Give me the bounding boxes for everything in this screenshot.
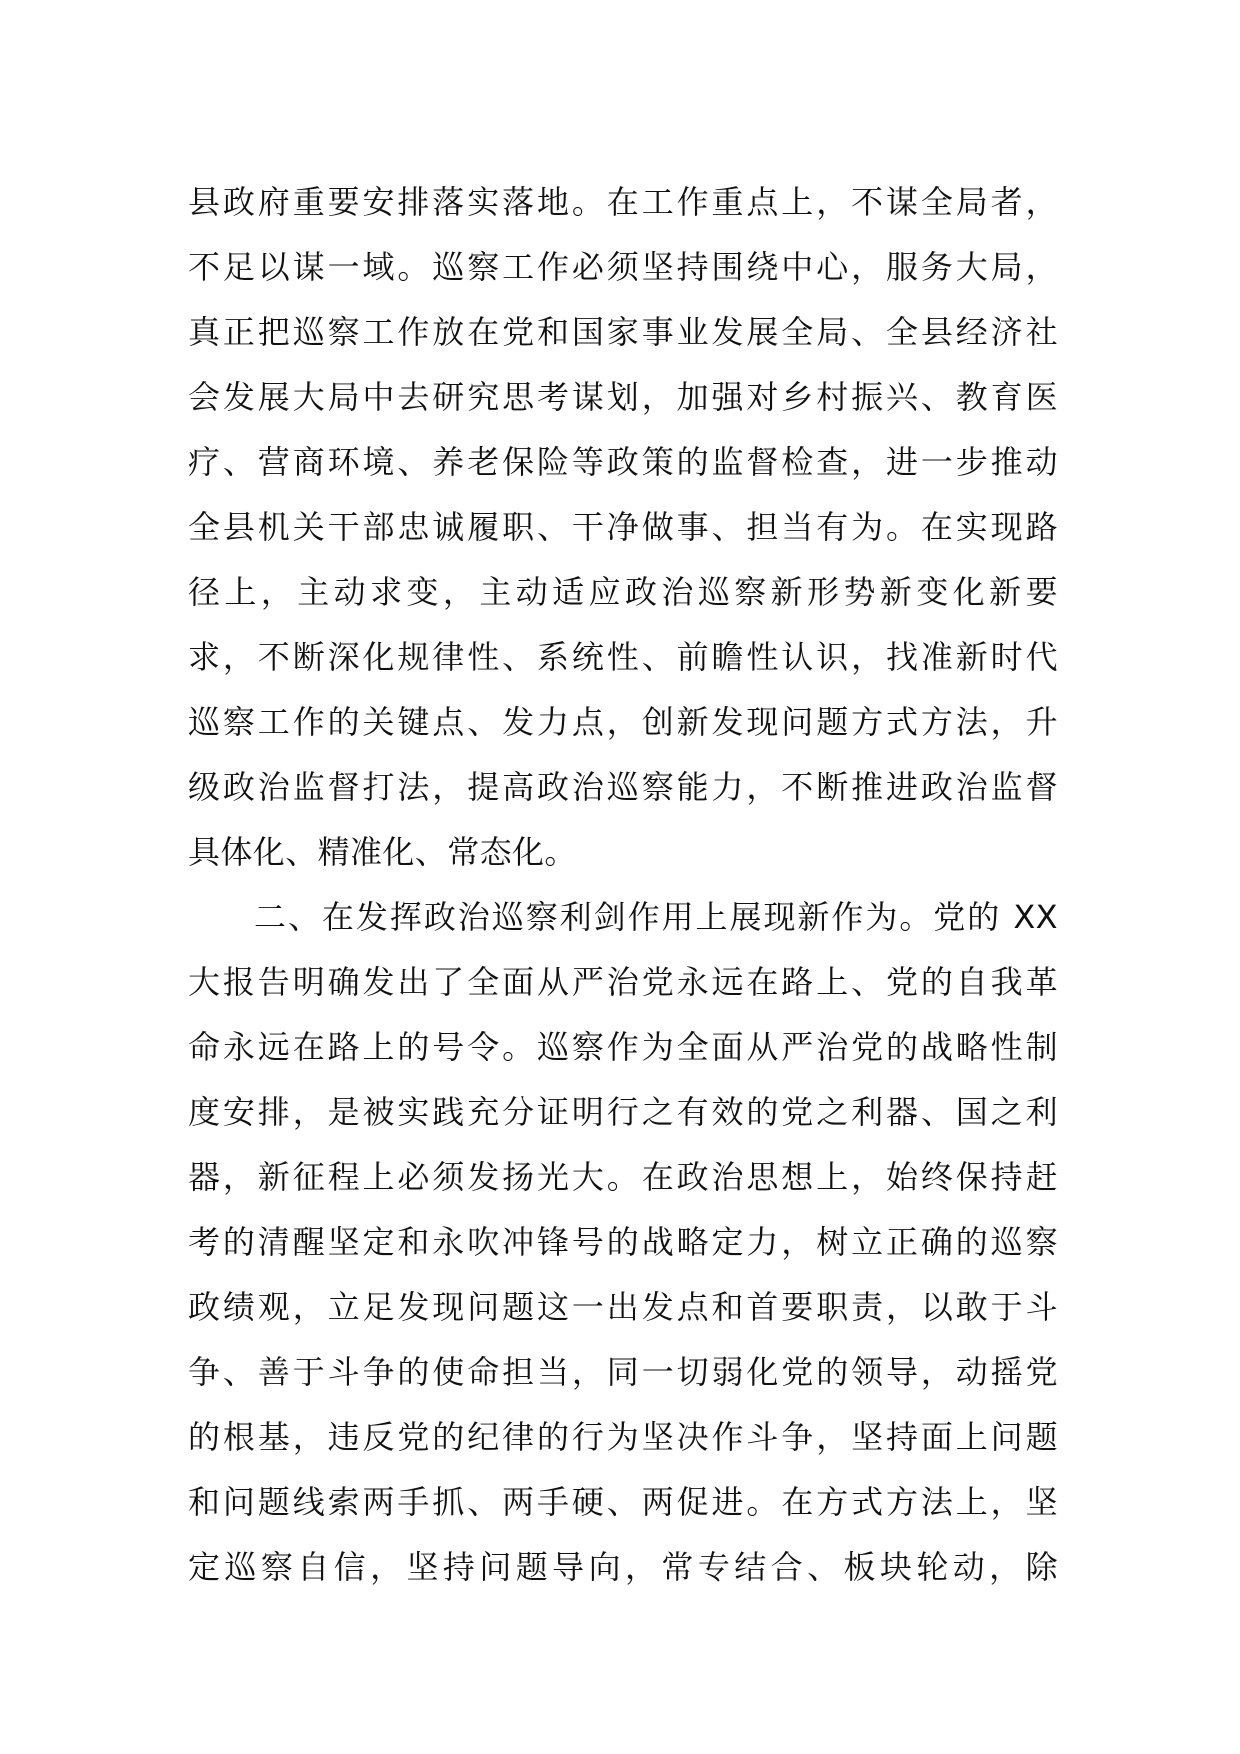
text-line: 级政治监督打法，提高政治巡察能力，不断推进政治监督: [188, 768, 1058, 806]
text-line: 真正把巡察工作放在党和国家事业发展全局、全县经济社: [188, 313, 1058, 351]
text-line: 的根基，违反党的纪律的行为坚决作斗争，坚持面上问题: [188, 1418, 1058, 1456]
text-line: 度安排，是被实践充分证明行之有效的党之利器、国之利: [188, 1093, 1058, 1131]
text-line: 会发展大局中去研究思考谋划，加强对乡村振兴、教育医: [188, 378, 1058, 416]
text-line: 命永远在路上的号令。巡察作为全面从严治党的战略性制: [188, 1028, 1058, 1066]
text-line: 巡察工作的关键点、发力点，创新发现问题方式方法，升: [188, 703, 1058, 741]
text-line: 考的清醒坚定和永吹冲锋号的战略定力，树立正确的巡察: [188, 1223, 1058, 1261]
text-line: 定巡察自信，坚持问题导向，常专结合、板块轮动，除: [188, 1548, 1058, 1586]
text-line: 全县机关干部忠诚履职、干净做事、担当有为。在实现路: [188, 508, 1058, 546]
text-line: 和问题线索两手抓、两手硬、两促进。在方式方法上，坚: [188, 1483, 1058, 1521]
text-line: 不足以谋一域。巡察工作必须坚持围绕中心，服务大局，: [188, 248, 1058, 286]
text-line: 县政府重要安排落实落地。在工作重点上，不谋全局者，: [188, 183, 1058, 221]
text-line: 求，不断深化规律性、系统性、前瞻性认识，找准新时代: [188, 638, 1058, 676]
text-line-paragraph-end: 具体化、精准化、常态化。: [188, 833, 577, 871]
body-text: [188, 170, 1058, 1600]
section-heading-line: 二、在发挥政治巡察利剑作用上展现新作为。党的 XX: [254, 898, 1058, 936]
text-line: 器，新征程上必须发扬光大。在政治思想上，始终保持赶: [188, 1158, 1058, 1196]
text-line: 争、善于斗争的使命担当，同一切弱化党的领导，动摇党: [188, 1353, 1058, 1391]
text-line: 政绩观，立足发现问题这一出发点和首要职责，以敢于斗: [188, 1288, 1058, 1326]
text-line: 疗、营商环境、养老保险等政策的监督检查，进一步推动: [188, 443, 1058, 481]
text-line: 大报告明确发出了全面从严治党永远在路上、党的自我革: [188, 963, 1058, 1001]
text-line: 径上，主动求变，主动适应政治巡察新形势新变化新要: [188, 573, 1058, 611]
